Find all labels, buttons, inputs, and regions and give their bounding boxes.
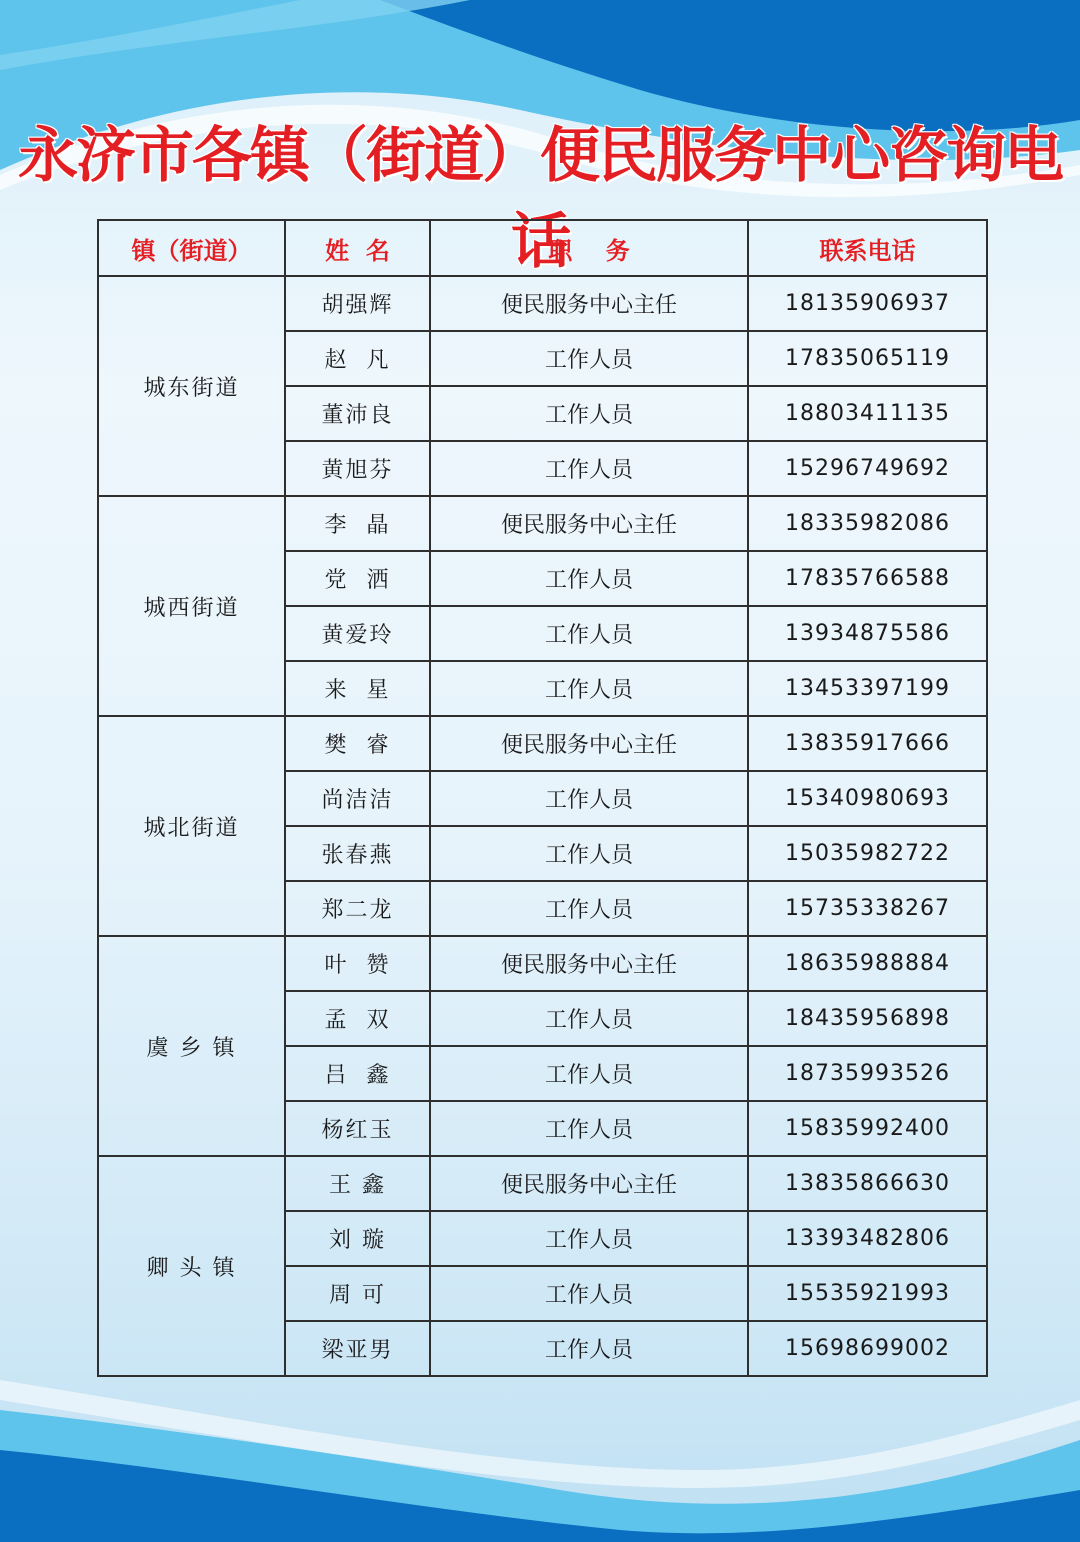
phone-cell: 13835866630 [748, 1156, 987, 1211]
table-row [98, 496, 987, 551]
table-row [98, 1156, 987, 1211]
position-cell: 工作人员 [430, 1101, 748, 1156]
phone-cell: 18735993526 [748, 1046, 987, 1101]
name-cell: 张春燕 [285, 826, 430, 881]
position-cell: 工作人员 [430, 826, 748, 881]
name-cell: 赵 凡 [285, 331, 430, 386]
position-cell: 工作人员 [430, 771, 748, 826]
position-cell: 工作人员 [430, 1046, 748, 1101]
header-town: 镇（街道） [98, 220, 285, 276]
town-cell: 城北街道 [98, 716, 285, 936]
position-cell: 工作人员 [430, 1321, 748, 1376]
name-cell: 樊 睿 [285, 716, 430, 771]
phone-cell: 13393482806 [748, 1211, 987, 1266]
name-cell: 叶 赞 [285, 936, 430, 991]
position-cell: 便民服务中心主任 [430, 1156, 748, 1211]
phone-cell: 13934875586 [748, 606, 987, 661]
name-cell: 党 洒 [285, 551, 430, 606]
page-title: 永济市各镇（街道）便民服务中心咨询电话 [18, 121, 1062, 277]
table-header-row [98, 220, 987, 276]
name-cell: 来 星 [285, 661, 430, 716]
header-phone: 联系电话 [748, 220, 987, 276]
name-cell: 周 可 [285, 1266, 430, 1321]
position-cell: 工作人员 [430, 661, 748, 716]
header-position: 职 务 [430, 220, 748, 276]
phone-cell: 18803411135 [748, 386, 987, 441]
position-cell: 便民服务中心主任 [430, 936, 748, 991]
phone-cell: 15535921993 [748, 1266, 987, 1321]
name-cell: 李 晶 [285, 496, 430, 551]
name-cell: 胡强辉 [285, 276, 430, 331]
phone-cell: 13453397199 [748, 661, 987, 716]
town-cell: 城西街道 [98, 496, 285, 716]
phone-cell: 15735338267 [748, 881, 987, 936]
phone-cell: 15340980693 [748, 771, 987, 826]
name-cell: 吕 鑫 [285, 1046, 430, 1101]
table-row [98, 276, 987, 331]
position-cell: 工作人员 [430, 1266, 748, 1321]
phone-cell: 17835065119 [748, 331, 987, 386]
position-cell: 工作人员 [430, 1211, 748, 1266]
phone-cell: 17835766588 [748, 551, 987, 606]
position-cell: 便民服务中心主任 [430, 276, 748, 331]
name-cell: 尚洁洁 [285, 771, 430, 826]
position-cell: 便民服务中心主任 [430, 716, 748, 771]
position-cell: 工作人员 [430, 606, 748, 661]
phone-cell: 15296749692 [748, 441, 987, 496]
phone-cell: 13835917666 [748, 716, 987, 771]
name-cell: 王 鑫 [285, 1156, 430, 1211]
phone-cell: 18135906937 [748, 276, 987, 331]
position-cell: 工作人员 [430, 991, 748, 1046]
name-cell: 郑二龙 [285, 881, 430, 936]
position-cell: 工作人员 [430, 881, 748, 936]
phone-cell: 15035982722 [748, 826, 987, 881]
phone-cell: 15835992400 [748, 1101, 987, 1156]
name-cell: 董沛良 [285, 386, 430, 441]
town-cell: 虞 乡 镇 [98, 936, 285, 1156]
phone-cell: 18335982086 [748, 496, 987, 551]
position-cell: 工作人员 [430, 386, 748, 441]
table-row [98, 936, 987, 991]
name-cell: 黄爱玲 [285, 606, 430, 661]
contact-table [97, 219, 988, 1377]
header-name: 姓 名 [285, 220, 430, 276]
name-cell: 梁亚男 [285, 1321, 430, 1376]
position-cell: 工作人员 [430, 551, 748, 606]
phone-cell: 18635988884 [748, 936, 987, 991]
position-cell: 便民服务中心主任 [430, 496, 748, 551]
position-cell: 工作人员 [430, 441, 748, 496]
table-row [98, 716, 987, 771]
phone-cell: 15698699002 [748, 1321, 987, 1376]
table-body [98, 276, 987, 1376]
name-cell: 孟 双 [285, 991, 430, 1046]
town-cell: 卿 头 镇 [98, 1156, 285, 1376]
name-cell: 黄旭芬 [285, 441, 430, 496]
position-cell: 工作人员 [430, 331, 748, 386]
name-cell: 杨红玉 [285, 1101, 430, 1156]
town-cell: 城东街道 [98, 276, 285, 496]
name-cell: 刘 璇 [285, 1211, 430, 1266]
phone-cell: 18435956898 [748, 991, 987, 1046]
